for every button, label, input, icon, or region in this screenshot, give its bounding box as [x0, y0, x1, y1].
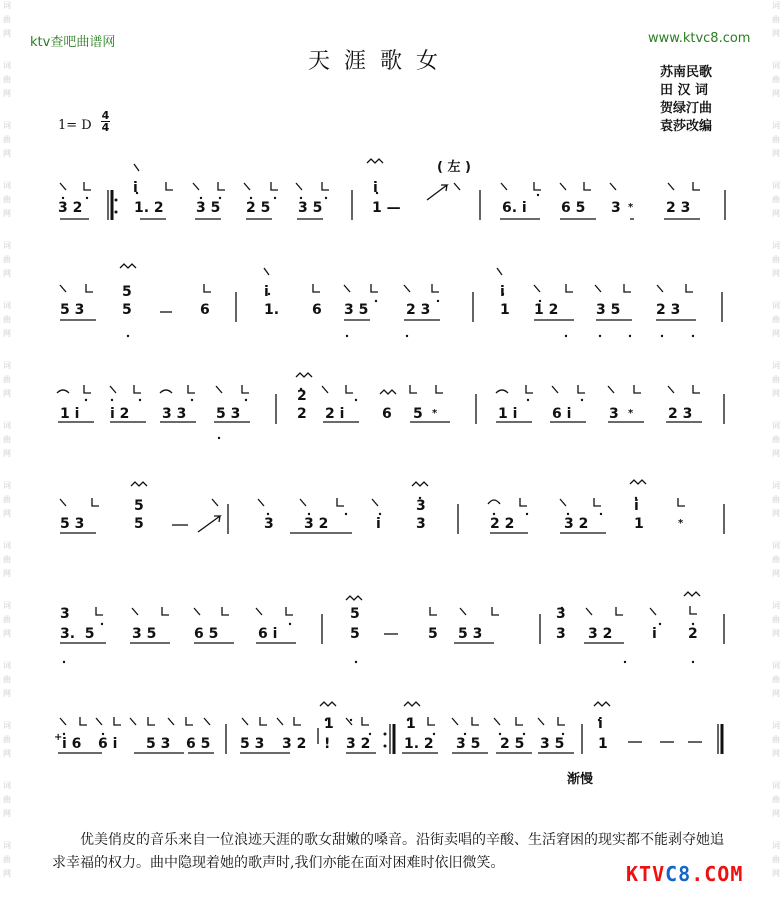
watermark-char: 曲 — [772, 855, 780, 864]
watermark-char: 网 — [772, 449, 780, 458]
watermark-char: 网 — [3, 809, 11, 818]
watermark-char: 曲 — [772, 255, 780, 264]
watermark-char: 词 — [3, 1, 11, 10]
watermark-char: 网 — [3, 389, 11, 398]
left-hand-marking: ( 左 ) — [437, 160, 471, 175]
logo-com: .COM — [691, 862, 744, 886]
watermark-char: 曲 — [772, 435, 780, 444]
watermark-char: 网 — [3, 329, 11, 338]
watermark-char: 词 — [3, 661, 11, 670]
watermark-char: 词 — [3, 781, 11, 790]
watermark-char: 网 — [3, 209, 11, 218]
watermark-char: 词 — [3, 361, 11, 370]
watermark-char: 曲 — [772, 735, 780, 744]
site-logo[interactable] — [626, 862, 743, 886]
credit-arranger: 袁莎改编 — [660, 119, 713, 134]
watermark-char: 曲 — [3, 435, 11, 444]
song-description: 优美俏皮的音乐来自一位浪迹天涯的歌女甜嫩的嗓音。沿街卖唱的辛酸、生活窘困的现实都不能剥夺她追求幸福的权力。曲中隐现着她的歌声时,我们亦能在面对困难时依旧微笑。 — [52, 832, 724, 871]
watermark-char: 网 — [772, 329, 780, 338]
watermark-char: 词 — [3, 721, 11, 730]
watermark-char: 曲 — [772, 135, 780, 144]
watermark-char: 网 — [3, 449, 11, 458]
watermark-char: 网 — [3, 269, 11, 278]
watermark-char: 词 — [772, 361, 780, 370]
watermark-char: 网 — [772, 89, 780, 98]
watermark-char: 词 — [772, 661, 780, 670]
watermark-char: 曲 — [3, 255, 11, 264]
watermark-char: 词 — [772, 181, 780, 190]
row-2-marks — [0, 268, 783, 368]
watermark-char: 词 — [3, 61, 11, 70]
watermark-char: 网 — [772, 869, 780, 878]
staff-row-3: 1 i i 2 3 3 5 3 2 2 2 i 6 5 * 1 i 6 i 3 * 2 3 — [0, 380, 783, 500]
watermark-char: 网 — [3, 509, 11, 518]
watermark-char: 曲 — [3, 195, 11, 204]
watermark-group — [0, 60, 14, 100]
watermark-char: 词 — [3, 481, 11, 490]
credit-origin: 苏南民歌 — [660, 65, 713, 80]
watermark-char: 网 — [772, 389, 780, 398]
watermark-group — [769, 0, 783, 40]
watermark-char: 曲 — [772, 495, 780, 504]
watermark-char: 曲 — [3, 555, 11, 564]
watermark-group — [0, 0, 14, 40]
site-url-right[interactable]: www.ktvc8.com — [648, 31, 751, 46]
watermark-char: 曲 — [3, 75, 11, 84]
watermark-char: 词 — [772, 121, 780, 130]
row-3-marks — [0, 380, 783, 480]
watermark-char: 词 — [772, 601, 780, 610]
watermark-char: 词 — [772, 781, 780, 790]
watermark-char: 曲 — [3, 135, 11, 144]
staff-row-6: + i 6 6 i 5 3 6 5 5 3 3 2 1 ! 3 2 1 1. 2 3 5 2 5 3 5 i 1 — [0, 700, 783, 820]
staff-row-4: 5 3 5 5 3 3 2 i 3 3 2 2 3 2 i 1 * — [0, 480, 783, 600]
watermark-char: 曲 — [3, 15, 11, 24]
watermark-group — [769, 60, 783, 100]
watermark-char: 曲 — [772, 615, 780, 624]
watermark-char: 曲 — [3, 375, 11, 384]
watermark-char: 网 — [3, 689, 11, 698]
time-signature-bottom: 4 — [101, 121, 110, 134]
watermark-char: 词 — [772, 421, 780, 430]
watermark-char: 曲 — [772, 195, 780, 204]
watermark-char: 网 — [772, 209, 780, 218]
watermark-char: 曲 — [772, 15, 780, 24]
watermark-char: 网 — [3, 569, 11, 578]
watermark-group — [0, 840, 14, 880]
staff-row-5: 3 3. 5 3 5 6 5 6 i 5 5 5 5 3 3 3 3 2 i 2 — [0, 590, 783, 710]
watermark-char: 曲 — [3, 675, 11, 684]
watermark-char: 词 — [3, 601, 11, 610]
watermark-char: 曲 — [772, 75, 780, 84]
watermark-char: 词 — [772, 481, 780, 490]
watermark-char: 曲 — [3, 615, 11, 624]
staff-row-1: 3 2 1. 2 3 5 2 5 3 5 1 — 6. i 6 5 3 * 2 3 i i — [0, 150, 783, 270]
watermark-char: 网 — [772, 749, 780, 758]
watermark-char: 曲 — [3, 735, 11, 744]
watermark-char: 词 — [3, 541, 11, 550]
watermark-char: 网 — [3, 869, 11, 878]
watermark-char: 曲 — [772, 375, 780, 384]
watermark-char: 词 — [772, 541, 780, 550]
watermark-char: 网 — [3, 149, 11, 158]
credits-block — [660, 64, 712, 136]
watermark-char: 网 — [772, 29, 780, 38]
watermark-char: 词 — [772, 241, 780, 250]
watermark-char: 词 — [3, 841, 11, 850]
site-label-left[interactable]: ktv查吧曲谱网 — [30, 35, 116, 50]
row-4-marks — [0, 480, 783, 580]
watermark-char: 词 — [3, 421, 11, 430]
credit-lyricist: 田 汉 词 — [660, 83, 709, 98]
watermark-char: 网 — [772, 689, 780, 698]
watermark-char: 网 — [772, 809, 780, 818]
watermark-char: 词 — [3, 301, 11, 310]
watermark-char: 词 — [772, 301, 780, 310]
watermark-char: 词 — [772, 841, 780, 850]
staff-row-2: 5 3 5 5 6 1. 6 3 5 2 3 1 1 2 3 5 2 3 i i — [0, 268, 783, 388]
watermark-char: 词 — [772, 721, 780, 730]
watermark-char: 词 — [3, 241, 11, 250]
watermark-char: 网 — [772, 629, 780, 638]
watermark-char: 词 — [772, 61, 780, 70]
watermark-char: 曲 — [772, 315, 780, 324]
watermark-group — [769, 840, 783, 880]
tempo-marking: 渐慢 — [567, 772, 594, 787]
watermark-char: 曲 — [3, 855, 11, 864]
watermark-char: 曲 — [772, 555, 780, 564]
watermark-char: 词 — [3, 121, 11, 130]
time-signature — [101, 110, 110, 133]
row-5-marks — [0, 590, 783, 690]
watermark-char: 网 — [3, 749, 11, 758]
watermark-char: 曲 — [3, 795, 11, 804]
watermark-char: 词 — [772, 1, 780, 10]
row-6-marks — [0, 700, 783, 800]
watermark-char: 曲 — [3, 495, 11, 504]
watermark-char: 词 — [3, 181, 11, 190]
logo-c8: C8 — [665, 862, 692, 886]
watermark-char: 网 — [772, 569, 780, 578]
credit-composer: 贺绿汀曲 — [660, 101, 713, 116]
watermark-char: 曲 — [3, 315, 11, 324]
watermark-char: 网 — [772, 269, 780, 278]
watermark-char: 网 — [3, 29, 11, 38]
song-title: 天涯歌女 — [308, 49, 453, 74]
key-signature: 1= D — [58, 118, 92, 133]
watermark-char: 曲 — [772, 795, 780, 804]
watermark-char: 网 — [772, 149, 780, 158]
watermark-char: 网 — [772, 509, 780, 518]
watermark-char: 网 — [3, 629, 11, 638]
logo-ktv: KTV — [626, 862, 666, 886]
time-signature-top: 4 — [101, 109, 110, 122]
watermark-char: 曲 — [772, 675, 780, 684]
watermark-char: 网 — [3, 89, 11, 98]
